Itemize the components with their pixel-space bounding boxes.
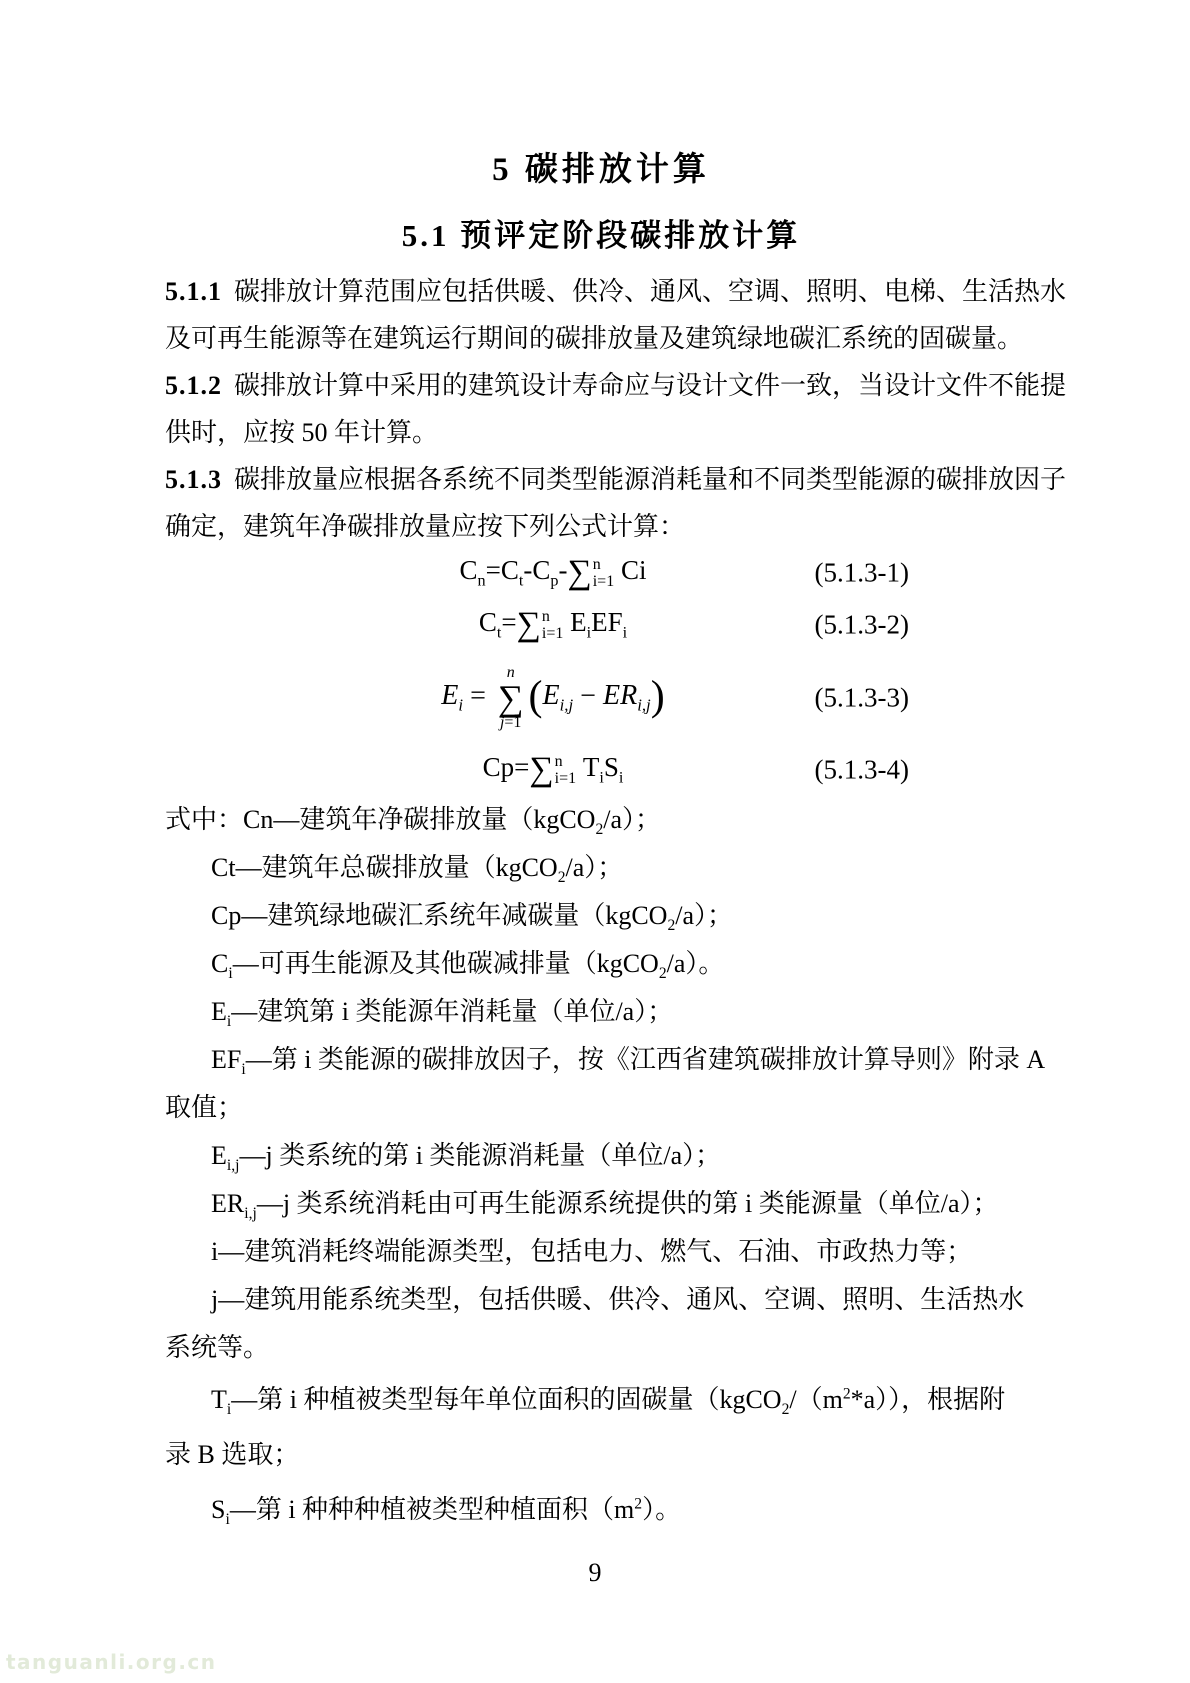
definition-EFi: $EF_i—$第 i 类能源的碳排放因子，按《江西省建筑碳排放计算导则》附录 A xyxy=(211,1045,1046,1079)
formula-label: (5.1.3-4) xyxy=(814,754,909,785)
clause-number: 5.1.3 xyxy=(165,465,222,494)
clause-5-1-2 xyxy=(165,362,1067,456)
formula-5-1-3-1 xyxy=(165,550,1037,596)
formula-label: (5.1.3-1) xyxy=(814,557,909,588)
clause-5-1-3 xyxy=(165,456,1067,550)
formula-expression: $C_t=$ ∑ n i=1 $E_iEF_i$ xyxy=(478,606,628,644)
definition-EFi-cont: 取值； xyxy=(165,1093,244,1122)
definition-Eij: $E_{i,j}—j$ 类系统的第 i 类能源消耗量（单位/a）； xyxy=(211,1141,722,1175)
section-title: 5.1 预评定阶段碳排放计算 xyxy=(401,218,801,253)
definition-Ti: $T_i—$第 i 种植被类型每年单位面积的固碳量$(kgCO_2/(m^2*a))$，根据附 xyxy=(211,1385,1006,1419)
formula-expression: $E_i$ = n ∑ j=1 $(E_{i,j} - ER_{i,j})$ xyxy=(441,663,665,732)
page-number: 9 xyxy=(588,1558,602,1587)
formula-label: (5.1.3-3) xyxy=(814,682,909,713)
definition-Cp: Cp—建筑绿地碳汇系统年减碳量（kgCO$_2$/a）； xyxy=(211,901,734,935)
clause-5-1-1 xyxy=(165,268,1067,362)
page-content xyxy=(165,0,1067,1537)
formula-expression: $C_n=C_t-C_p-$ ∑ n i=1 Ci xyxy=(459,554,647,592)
clause-text: 碳排放量应根据各系统不同类型能源消耗量和不同类型能源的碳排放因子 确定，建筑年净碳排放量应按下列公式计算： xyxy=(165,465,1067,541)
definition-j: j—建筑用能系统类型，包括供暖、供冷、通风、空调、照明、生活热水 xyxy=(211,1285,1025,1314)
formula-expression: Cp= ∑ n i=1 $T_iS_i$ xyxy=(482,751,624,789)
definition-Ei: $E_i—$建筑第 i 类能源年消耗量（单位/a）； xyxy=(211,997,674,1031)
formula-5-1-3-3 xyxy=(165,656,1037,740)
definition-Si: $S_i—$第 i 种种种植被类型种植面积$(m^2)$。 xyxy=(211,1495,682,1529)
chapter-title: 5 碳排放计算 xyxy=(492,152,710,188)
clause-text: 碳排放计算范围应包括供暖、供冷、通风、空调、照明、电梯、生活热水 及可再生能源等在建筑运行期间的碳排放量及建筑绿地碳汇系统的固碳量。 xyxy=(165,277,1067,353)
symbol-definitions xyxy=(165,796,1046,1537)
clause-number: 5.1.1 xyxy=(165,277,222,306)
clause-text: 碳排放计算中采用的建筑设计寿命应与设计文件一致，当设计文件不能提 供时，应按 50 年计算。 xyxy=(165,371,1067,447)
definition-Cn: 式中：Cn—建筑年净碳排放量（kgCO$_2$/a）； xyxy=(165,805,662,839)
definition-Ct: Ct—建筑年总碳排放量（kgCO$_2$/a）； xyxy=(211,853,624,887)
formula-5-1-3-2 xyxy=(165,602,1037,648)
definition-ERij: $ER_{i,j}—j$ 类系统消耗由可再生能源系统提供的第 i 类能源量（单位/a）； xyxy=(211,1189,999,1223)
definition-i: i—建筑消耗终端能源类型，包括电力、燃气、石油、市政热力等； xyxy=(211,1237,973,1266)
definition-Ci: $C_i—$可再生能源及其他碳减排量（kgCO$_2$/a）。 xyxy=(211,949,725,983)
definition-j-cont: 系统等。 xyxy=(165,1333,270,1362)
watermark: tanguanli.org.cn xyxy=(6,1650,217,1674)
definition-Ti-cont: 录 B 选取； xyxy=(165,1440,300,1469)
formula-label: (5.1.3-2) xyxy=(814,609,909,640)
formula-5-1-3-4 xyxy=(165,747,1037,793)
clause-number: 5.1.2 xyxy=(165,371,222,400)
